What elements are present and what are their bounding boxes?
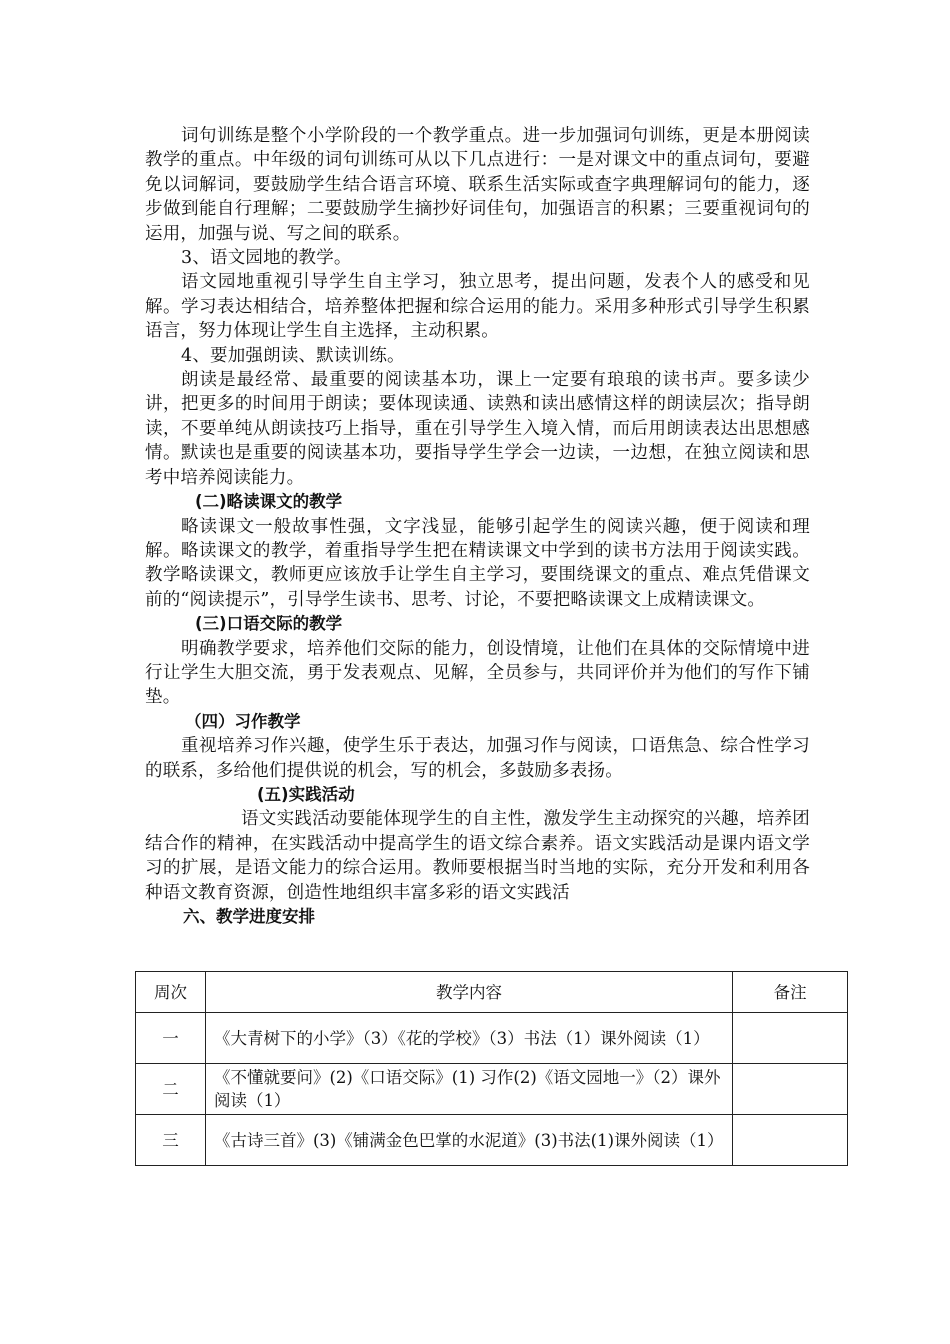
paragraph-reading-training: 朗读是最经常、最重要的阅读基本功，课上一定要有琅琅的读书声。要多读少讲，把更多的时间用于朗读；要体现读通、读熟和读出感情这样的朗读层次；指导朗读，不要单纯从朗读技巧上指导，重在引导学生入境入情，而后用朗读表达出思想感情。默读也是重要的阅读基本功，要指导学生学会一边读，一边想，在独立阅读和思考中培养阅读能力。 — [145, 370, 810, 488]
section-heading-schedule: 六、教学进度安排 — [183, 907, 315, 926]
paragraph-practice: 语文实践活动要能体现学生的自主性，激发学生主动探究的兴趣，培养团结合作的精神，在实践活动中提高学生的语文综合素养。语文实践活动是课内语文学习的扩展，是语文能力的综合运用。教师要根据当时当地的实际，充分开发和利用各种语文教育资源，创造性地组织丰富多彩的语文实践活 — [145, 809, 810, 903]
paragraph-writing: 重视培养习作兴趣，使学生乐于表达，加强习作与阅读，口语焦急、综合性学习的联系，多给他们提供说的机会，写的机会，多鼓励多表扬。 — [145, 736, 810, 781]
header-content: 教学内容 — [205, 972, 732, 1013]
cell-note — [733, 1064, 848, 1115]
cell-week: 三 — [136, 1115, 206, 1166]
section-heading-writing: （四）习作教学 — [185, 711, 301, 731]
paragraph-word-training: 词句训练是整个小学阶段的一个教学重点。进一步加强词句训练，更是本册阅读教学的重点。中年级的词句训练可从以下几点进行：一是对课文中的重点词句，要避免以词解词，要鼓励学生结合语言环境、联系生活实际或查字典理解词句的能力，逐步做到能自行理解；二要鼓励学生摘抄好词佳句，加强语言的积累；三要重视词句的运用，加强与说、写之间的联系。 — [145, 126, 810, 244]
cell-note — [733, 1115, 848, 1166]
cell-week: 一 — [136, 1013, 206, 1064]
header-week: 周次 — [136, 972, 206, 1013]
cell-content: 《大青树下的小学》（3）《花的学校》（3）书法（1）课外阅读（1） — [205, 1013, 732, 1064]
document-body — [145, 124, 810, 929]
table-row — [136, 1064, 848, 1115]
header-note: 备注 — [733, 972, 848, 1013]
heading-reading-training: 4、要加强朗读、默读训练。 — [181, 345, 405, 366]
section-heading-skimming: (二)略读课文的教学 — [195, 492, 343, 512]
cell-content: 《古诗三首》(3)《铺满金色巴掌的水泥道》(3)书法(1)课外阅读（1） — [205, 1115, 732, 1166]
cell-note — [733, 1013, 848, 1064]
table-header-row — [136, 972, 848, 1013]
schedule-table — [135, 971, 848, 1166]
heading-language-garden: 3、语文园地的教学。 — [181, 248, 352, 269]
section-heading-practice: (五)实践活动 — [257, 784, 355, 804]
cell-content: 《不懂就要问》(2)《口语交际》(1) 习作(2)《语文园地一》（2）课外阅读（1） — [205, 1064, 732, 1115]
table-row — [136, 1115, 848, 1166]
cell-week: 二 — [136, 1064, 206, 1115]
paragraph-oral: 明确教学要求，培养他们交际的能力，创设情境，让他们在具体的交际情境中进行让学生大胆交流，勇于发表观点、见解，全员参与，共同评价并为他们的写作下铺垫。 — [145, 638, 810, 708]
table-row — [136, 1013, 848, 1064]
section-heading-oral: (三)口语交际的教学 — [195, 614, 343, 634]
paragraph-language-garden: 语文园地重视引导学生自主学习，独立思考，提出问题，发表个人的感受和见解。学习表达相结合，培养整体把握和综合运用的能力。采用多种形式引导学生积累语言，努力体现让学生自主选择，主动积累。 — [145, 272, 810, 342]
paragraph-skimming: 略读课文一般故事性强，文字浅显，能够引起学生的阅读兴趣，便于阅读和理解。略读课文的教学，着重指导学生把在精读课文中学到的读书方法用于阅读实践。教学略读课文，教师更应该放手让学生自主学习，要围绕课文的重点、难点凭借课文前的“阅读提示”，引导学生读书、思考、讨论，不要把略读课文上成精读课文。 — [145, 516, 810, 610]
